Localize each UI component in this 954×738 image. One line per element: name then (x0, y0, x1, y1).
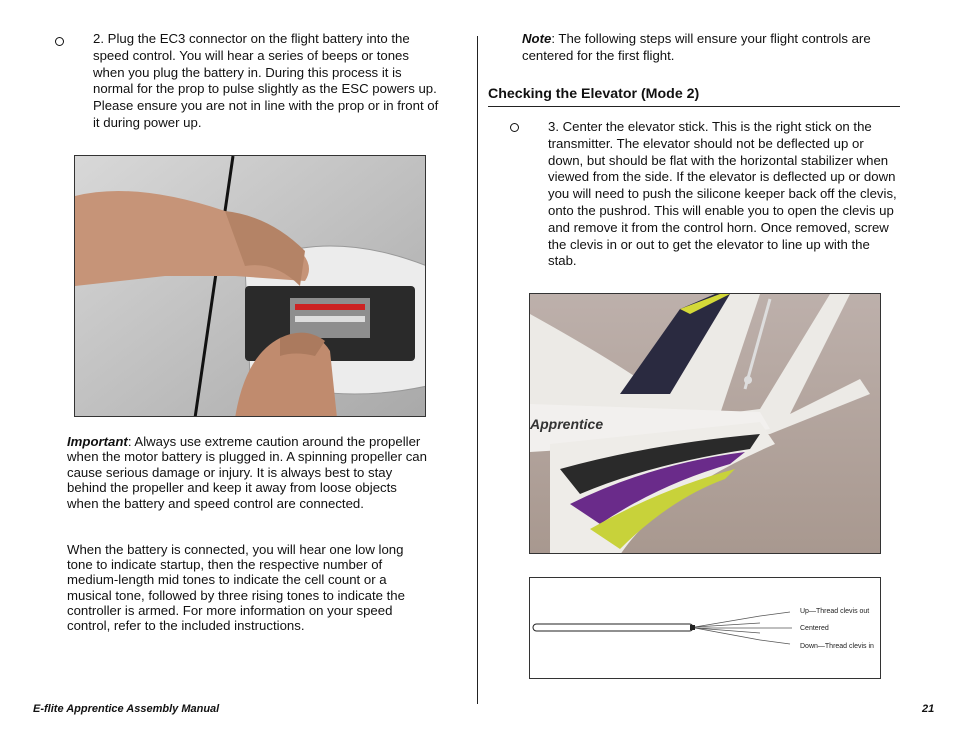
important-paragraph (67, 434, 427, 511)
label-up: Up—Thread clevis out (800, 608, 870, 615)
note-paragraph (522, 31, 892, 65)
battery-tones-paragraph: When the battery is connected, you will hear one low long tone to indicate startup, then the respective number of medium-length mid tones to indicate the cell count or a musical tone, followed by three rising tones to indicate the controller is armed. For more information on your speed control, refer to the included instructions. (67, 542, 405, 634)
clevis-joint-icon (690, 625, 695, 630)
page-number: 21 (922, 703, 935, 715)
step-2-text: 2. Plug the EC3 connector on the flight battery into the speed control. You will hear a series of beeps or tones when you plug the battery in. During this process it is normal for the prop to pulse slightly as the ESC powers up. Please ensure you are not in line with the prop or in front of it during power up. (93, 31, 439, 130)
clevis-diagram (529, 577, 881, 679)
bullet-icon (55, 37, 64, 46)
important-text: : Always use extreme caution around the propeller when the motor battery is plugged in. A spinning propeller can cause serious damage or injury. It is always best to stay behind the propeller and keep it away from loose objects when the battery and speed control are connected. (67, 434, 427, 511)
battery-photo-illustration (75, 156, 426, 417)
tail-logo-text: Apprentice (530, 416, 604, 432)
clevis-diagram-svg (530, 578, 881, 679)
section-heading: Checking the Elevator (Mode 2) (488, 86, 700, 102)
step-3-text: 3. Center the elevator stick. This is the right stick on the transmitter. The elevator should not be deflected up or down, but should be flat with the horizontal stabilizer when viewed from the side. If the elevator is deflected up or down you will need to push the silicone keeper back off the clevis, onto the pushrod. This will enable you to open the clevis up and remove it from the control horn. Once removed, screw the clevis in or out to get the elevator to line up with the stab. (548, 119, 897, 269)
bullet-icon (510, 123, 519, 132)
tail-photo-illustration (530, 294, 881, 554)
note-text: : The following steps will ensure your flight controls are centered for the first flight. (522, 31, 871, 63)
column-divider (477, 36, 478, 704)
label-down: Down—Thread clevis in (800, 643, 874, 650)
battery-connection-photo (74, 155, 426, 417)
label-centered: Centered (800, 625, 829, 632)
elevator-tail-photo (529, 293, 881, 554)
important-label: Important (67, 434, 128, 449)
note-label: Note (522, 31, 552, 46)
manual-title: E-flite Apprentice Assembly Manual (33, 703, 220, 715)
heading-rule (488, 106, 900, 107)
